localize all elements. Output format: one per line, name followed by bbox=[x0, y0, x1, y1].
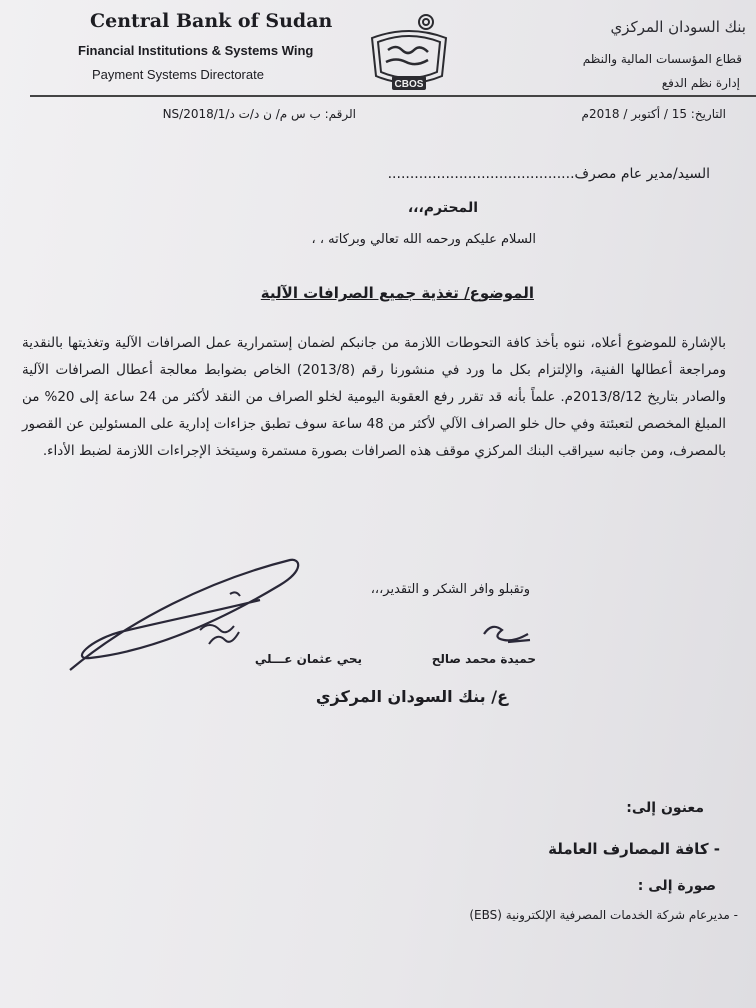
subject-line: الموضوع/ تغذية جميع الصرافات الآلية bbox=[260, 284, 534, 302]
signatory-name-1: حميدة محمد صالح bbox=[431, 652, 536, 666]
recipient-line: السيد/مدير عام مصرف.......................................... bbox=[387, 166, 710, 182]
letterhead-english-title: Central Bank of Sudan bbox=[90, 10, 333, 32]
letterhead-english-wing: Financial Institutions & Systems Wing bbox=[78, 43, 314, 58]
letterhead-arabic-title: بنك السودان المركزي bbox=[610, 18, 746, 36]
copy-to-item: - مديرعام شركة الخدمات المصرفية الإلكترونية (EBS) bbox=[469, 908, 738, 922]
letterhead-english-directorate: Payment Systems Directorate bbox=[92, 67, 264, 82]
letterhead-arabic-directorate: إدارة نظم الدفع bbox=[661, 76, 740, 90]
signature-large-icon bbox=[50, 540, 310, 690]
letterhead-arabic-sector: قطاع المؤسسات المالية والنظم bbox=[582, 52, 742, 66]
cbos-emblem-icon bbox=[366, 10, 452, 96]
addressed-to-label: معنون إلى: bbox=[626, 800, 704, 816]
letter-date: التاريخ: 15 / أكتوبر / 2018م bbox=[581, 107, 726, 121]
salutation: السلام عليكم ورحمه الله تعالي وبركاته ، ، bbox=[311, 232, 536, 247]
logo-text: CBOS bbox=[394, 79, 424, 90]
cbos-logo bbox=[366, 10, 452, 96]
signatory-name-2: يحي عثمان عـــلي bbox=[254, 652, 362, 666]
addressed-to-item: - كافة المصارف العاملة bbox=[548, 840, 720, 858]
header-divider bbox=[30, 95, 756, 97]
on-behalf-line: ع/ بنك السودان المركزي bbox=[315, 687, 508, 706]
initials-signature-icon bbox=[478, 618, 538, 648]
signature-small-icon bbox=[205, 628, 245, 650]
honorific: المحترم،،، bbox=[407, 200, 478, 216]
letter-reference-number: الرقم: ب س م/ ن د/ت د/2018/1/NS bbox=[162, 107, 356, 121]
copy-to-label: صورة إلى : bbox=[637, 878, 716, 894]
letter-body: بالإشارة للموضوع أعلاه، ننوه بأخذ كافة التحوطات اللازمة من جانبكم لضمان إستمرارية عمل الصرافات الآلية وتغذيتها بالنقدية ومراجعة أعطالها الفنية، والإلتزام بكل ما ورد في منشورنا رقم (2013/8) الخاص بضوابط معالجة أعطال الصرافات الآلية والصادر بتاريخ 2013/8/12م. علماً بأنه قد تقرر رفع العقوبة اليومية لخلو الصراف من النقد لأكثر من 24 ساعة إلى 20% من المبلغ المخصص لتعبئتة وفي حال خلو الصراف الآلي لأكثر من 48 ساعة سوف تطبق جزاءات إدارية على المسئولين عن القصور بالمصرف، ومن جانبه سيراقب البنك المركزي موقف هذه الصرافات بصورة مستمرة وسيتخذ الإجراءات اللازمة لضبط الأداء. bbox=[22, 335, 726, 459]
closing-line: وتقبلو وافر الشكر و التقدير،،، bbox=[370, 582, 530, 597]
